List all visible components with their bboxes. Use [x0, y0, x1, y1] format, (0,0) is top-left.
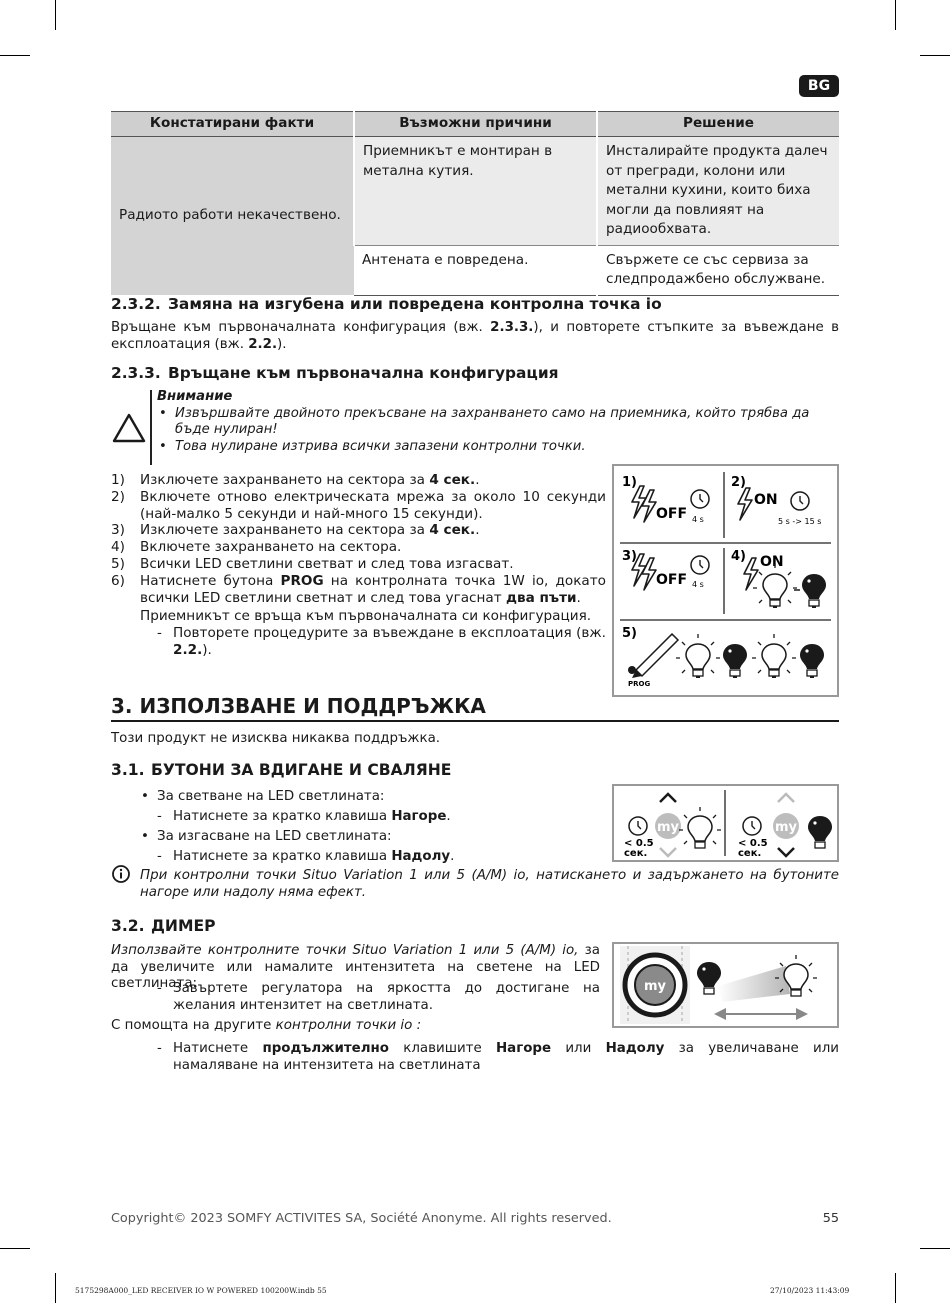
list-item: 3) Изключете захранването на сектора за 4 сек..: [111, 522, 480, 539]
section-3-intro: Този продукт не изисква никаква поддръжка.: [111, 731, 441, 746]
on-label: ON: [754, 492, 778, 508]
list-item: - Повторете процедурите за въвеждане в експлоатация (вж. 2.2.).: [111, 625, 606, 659]
on-label: ON: [760, 554, 784, 570]
off-label: OFF: [656, 572, 688, 588]
list-item: • За изгасване на LED светлината:: [111, 827, 611, 847]
crop-mark: [920, 55, 950, 56]
crop-mark: [920, 1248, 950, 1249]
my-button-label: my: [643, 979, 667, 994]
list-item: 5) Всички LED светлини светват и след това изгасват.: [111, 555, 514, 572]
print-slug-file: 5175298A000_LED RECEIVER IO W POWERED 100200W.indb 55: [75, 1286, 327, 1295]
time-label: < 0.5: [738, 838, 768, 849]
page-footer: [111, 1211, 839, 1228]
reset-steps-list: [111, 472, 606, 659]
my-button-label: my: [656, 820, 680, 835]
reset-steps-illustration: [614, 466, 837, 695]
time-unit-label: сек.: [624, 848, 648, 859]
info-icon: [111, 864, 131, 884]
list-item: - Натиснете за кратко клавиша Надолу.: [111, 847, 611, 867]
list-item: 1) Изключете захранването на сектора за 4 сек..: [111, 472, 480, 488]
table-header: Констатирани факти: [111, 112, 354, 137]
table-cell-solution: Инсталирайте продукта далеч от прегради, колони или метални кухини, които биха могли да повлияят на радиообхвата.: [597, 137, 839, 246]
print-slug-date: 27/10/2023 11:43:09: [770, 1286, 850, 1295]
figure-step-label: 2): [731, 475, 746, 490]
list-item: - Натиснете продължително клавишите Нагоре или Надолу за увеличаване или намаляване на интензитета на светлината: [111, 1041, 839, 1074]
warning-item: • Извършвайте двойното прекъсване на захранването само на приемника, който трябва да бъде нулиран!: [157, 406, 839, 439]
table-cell-cause: Приемникът е монтиран в метална кутия.: [354, 137, 597, 246]
my-button-label: my: [774, 820, 798, 835]
section-heading-3-1: 3.1. БУТОНИ ЗА ВДИГАНЕ И СВАЛЯНЕ: [111, 761, 452, 779]
section-2-3-2-text: Връщане към първоначалната конфигурация (вж. 2.3.3.), и повторете стъпките за въвеждане в експлоатация (вж. 2.2.).: [111, 320, 839, 352]
time-label: 5 s -> 15 s: [778, 517, 822, 526]
time-label: < 0.5: [624, 838, 654, 849]
crop-mark: [0, 55, 30, 56]
figure-step-label: 1): [622, 475, 637, 490]
section-heading-3-2: 3.2. ДИМЕР: [111, 917, 216, 935]
figure-step-label: 3): [622, 549, 637, 564]
table-cell-solution: Свържете се със сервиза за следпродажбено обслужване.: [597, 245, 839, 295]
copyright-text: Copyright© 2023 SOMFY ACTIVITES SA, Société Anonyme. All rights reserved.: [111, 1211, 612, 1226]
figure-step-label: 4): [731, 549, 746, 564]
off-label: OFF: [656, 506, 688, 522]
warning-triangle-icon: [112, 413, 146, 443]
troubleshooting-table: [111, 111, 839, 296]
prog-label: PROG: [628, 680, 651, 688]
warning-divider: [150, 390, 152, 465]
crop-mark: [895, 0, 896, 30]
crop-mark: [0, 1248, 30, 1249]
list-item: - Натиснете за кратко клавиша Нагоре.: [111, 807, 611, 827]
warning-title: Внимание: [157, 389, 233, 404]
reset-procedure-figure: [612, 464, 839, 697]
up-down-figure: [612, 784, 839, 862]
info-note: При контролни точки Situo Variation 1 или 5 (A/M) io, натискането и задържането на бутоните нагоре или надолу няма ефект.: [140, 868, 839, 900]
list-item: 4) Включете захранването на сектора.: [111, 539, 402, 556]
table-cell-cause: Антената е повредена.: [354, 245, 597, 295]
table-row: [111, 137, 839, 246]
list-item: 2) Включете отново електрическата мрежа за около 10 секунди (най-малко 5 секунди и най-много 15 секунди).: [111, 488, 606, 522]
warning-box: [157, 389, 839, 455]
section-3-2-other: С помощта на другите контролни точки io :: [111, 1018, 422, 1033]
section-heading-3: 3. ИЗПОЛЗВАНЕ И ПОДДРЪЖКА: [111, 694, 839, 722]
table-cell-fact: Радиото работи некачествено.: [111, 137, 354, 296]
step-result: Приемникът се връща към първоначалната си конфигурация.: [140, 608, 592, 625]
dimmer-illustration: [614, 944, 837, 1026]
section-3-2-list: [111, 981, 600, 1014]
crop-mark: [55, 0, 56, 30]
table-header: Решение: [597, 112, 839, 137]
up-down-illustration: [614, 786, 837, 860]
warning-item: • Това нулиране изтрива всички запазени контролни точки.: [157, 439, 839, 456]
dimmer-figure: [612, 942, 839, 1028]
section-heading-2-3-3: 2.3.3. Връщане към първоначална конфигурация: [111, 364, 559, 382]
crop-mark: [895, 1273, 896, 1303]
page-number: 55: [822, 1211, 839, 1226]
time-label: 4 s: [692, 515, 704, 524]
list-item: - Завъртете регулатора на яркостта до достигане на желания интензитет на светлината.: [111, 981, 600, 1014]
section-3-1-list: [111, 787, 611, 867]
section-3-2-list: [111, 1041, 839, 1074]
table-header: Възможни причини: [354, 112, 597, 137]
figure-step-label: 5): [622, 626, 637, 641]
time-unit-label: сек.: [738, 848, 762, 859]
section-heading-2-3-2: 2.3.2. Замяна на изгубена или повредена контролна точка io: [111, 295, 662, 313]
list-item: • За светване на LED светлината:: [111, 787, 611, 807]
crop-mark: [55, 1273, 56, 1303]
section-3-2-intro: Използвайте контролните точки Situo Variation 1 или 5 (A/M) io, за да увеличите или намалите интензитета на светене на LED светлината:: [111, 943, 600, 991]
language-badge: BG: [799, 75, 839, 97]
time-label: 4 s: [692, 580, 704, 589]
list-item: 6) Натиснете бутона PROG на контролната точка 1W io, докато всички LED светлини светнат и след това угаснат два пъти.: [111, 572, 606, 606]
